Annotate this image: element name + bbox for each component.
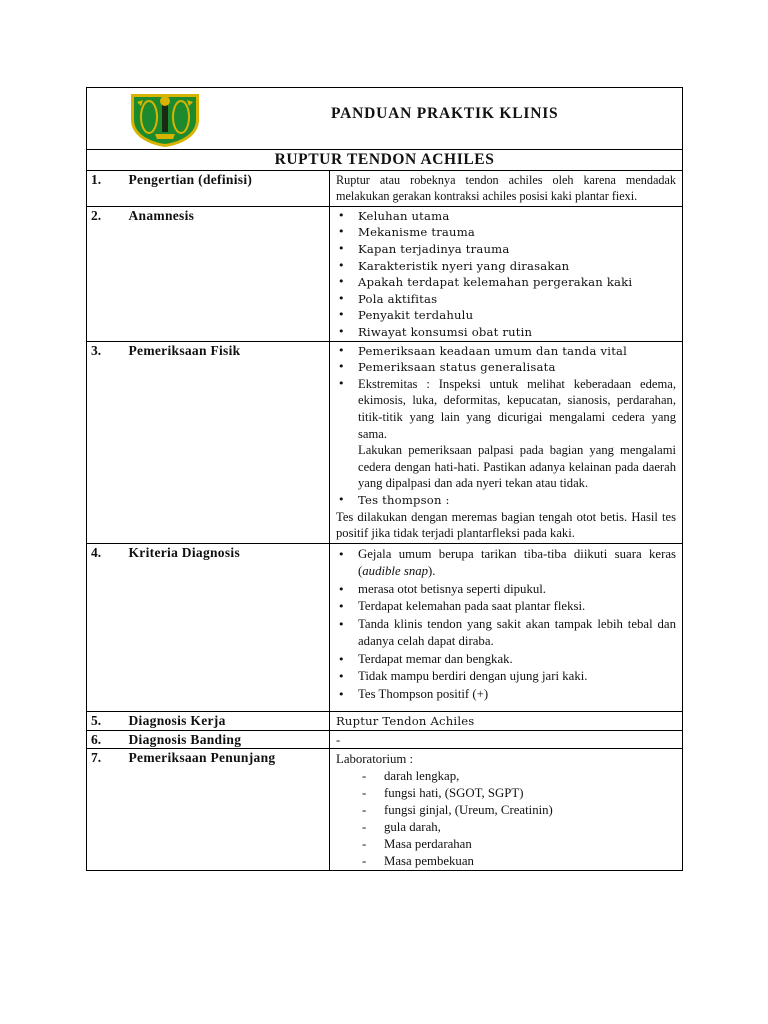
section-number: 4. bbox=[87, 543, 129, 712]
list-item: • Tes thompson : bbox=[336, 492, 676, 509]
section-number: 3. bbox=[87, 341, 129, 543]
section-label: Diagnosis Banding bbox=[129, 730, 330, 749]
section-number: 1. bbox=[87, 171, 129, 207]
clinical-guideline-sheet bbox=[86, 87, 682, 871]
section-content bbox=[330, 206, 683, 341]
list-item: • Pola aktifitas bbox=[336, 291, 676, 308]
list-item: - Masa pembekuan bbox=[336, 853, 676, 870]
physical-exam-list bbox=[336, 343, 676, 509]
section-content bbox=[330, 543, 683, 712]
lab-test-list bbox=[336, 768, 676, 870]
list-item: • Pemeriksaan status generalisata bbox=[336, 359, 676, 376]
criteria-emphasis: audible snap bbox=[362, 564, 429, 579]
diagnosis-criteria-list bbox=[336, 546, 676, 704]
document-title: RUPTUR TENDON ACHILES bbox=[87, 150, 683, 171]
section-row-anamnesis bbox=[87, 206, 683, 341]
list-item: • Tidak mampu berdiri dengan ujung jari kaki. bbox=[336, 668, 676, 686]
anamnesis-list bbox=[336, 208, 676, 341]
section-label: Anamnesis bbox=[129, 206, 330, 341]
list-item: • Pemeriksaan keadaan umum dan tanda vital bbox=[336, 343, 676, 360]
list-item: - Masa perdarahan bbox=[336, 836, 676, 853]
list-item: - fungsi ginjal, (Ureum, Creatinin) bbox=[336, 802, 676, 819]
guideline-table bbox=[86, 87, 683, 871]
list-item: • Keluhan utama bbox=[336, 208, 676, 225]
section-row-diagnosis-banding bbox=[87, 730, 683, 749]
list-item: • Terdapat memar dan bengkak. bbox=[336, 651, 676, 669]
section-number: 5. bbox=[87, 712, 129, 731]
header-row bbox=[87, 88, 683, 150]
list-item: • Kapan terjadinya trauma bbox=[336, 241, 676, 258]
list-item: • Terdapat kelemahan pada saat plantar fleksi. bbox=[336, 598, 676, 616]
list-item bbox=[336, 376, 676, 492]
criteria-text: ). bbox=[428, 564, 436, 579]
list-item: • Tes Thompson positif (+) bbox=[336, 686, 676, 704]
section-row-pemeriksaan-penunjang bbox=[87, 749, 683, 871]
list-item: - darah lengkap, bbox=[336, 768, 676, 785]
section-content: Ruptur atau robeknya tendon achiles oleh karena mendadak melakukan gerakan kontraksi achiles posisi kaki plantar fiexi. bbox=[330, 171, 683, 207]
section-content bbox=[330, 341, 683, 543]
list-item: • merasa otot betisnya seperti dipukul. bbox=[336, 581, 676, 599]
list-item: • Tanda klinis tendon yang sakit akan tampak lebih tebal dan adanya celah dapat diraba. bbox=[336, 616, 676, 651]
list-item: • Penyakit terdahulu bbox=[336, 307, 676, 324]
list-item: • Apakah terdapat kelemahan pergerakan kaki bbox=[336, 274, 676, 291]
section-row-pengertian bbox=[87, 171, 683, 207]
document-header-title: PANDUAN PRAKTIK KLINIS bbox=[331, 105, 559, 122]
palpasi-text: Lakukan pemeriksaan palpasi pada bagian yang mengalami cedera dengan hati-hati. Pastikan adanya kelainan pada daerah yang dipalpasi dan ada nyeri tekan atau tidak. bbox=[358, 443, 677, 491]
section-number: 6. bbox=[87, 730, 129, 749]
thompson-description: Tes dilakukan dengan meremas bagian tengah otot betis. Hasil tes positif jika tidak terjadi plantarfleksi pada kaki. bbox=[336, 509, 677, 541]
section-row-diagnosis-kerja bbox=[87, 712, 683, 731]
list-item: - fungsi hati, (SGOT, SGPT) bbox=[336, 785, 676, 802]
lab-intro: Laboratorium : bbox=[336, 752, 414, 767]
section-number: 2. bbox=[87, 206, 129, 341]
section-content bbox=[330, 749, 683, 871]
criteria-text: Gejala umum berupa tarikan tiba-tiba diikuti suara keras ( bbox=[358, 546, 677, 579]
section-content: - bbox=[330, 730, 683, 749]
list-item: • Riwayat konsumsi obat rutin bbox=[336, 324, 676, 341]
section-row-pemeriksaan-fisik bbox=[87, 341, 683, 543]
section-label: Diagnosis Kerja bbox=[129, 712, 330, 731]
title-row bbox=[87, 150, 683, 171]
section-label: Pemeriksaan Fisik bbox=[129, 341, 330, 543]
section-label: Kriteria Diagnosis bbox=[129, 543, 330, 712]
ekstremitas-text: • Ekstremitas : Inspeksi untuk melihat keberadaan edema, ekimosis, luka, deformitas, kepucatan, sianosis, perdarahan, titik-titik yang lain yang dicurigai mengalami cedera yang sama. bbox=[358, 376, 677, 441]
section-number: 7. bbox=[87, 749, 129, 871]
list-item: • Mekanisme trauma bbox=[336, 224, 676, 241]
section-row-kriteria-diagnosis bbox=[87, 543, 683, 712]
section-label: Pemeriksaan Penunjang bbox=[129, 749, 330, 871]
list-item: • Karakteristik nyeri yang dirasakan bbox=[336, 258, 676, 275]
regional-emblem-icon bbox=[127, 90, 203, 148]
section-content: Ruptur Tendon Achiles bbox=[330, 712, 683, 731]
list-item bbox=[336, 546, 676, 581]
section-label: Pengertian (definisi) bbox=[129, 171, 330, 207]
list-item: - gula darah, bbox=[336, 819, 676, 836]
